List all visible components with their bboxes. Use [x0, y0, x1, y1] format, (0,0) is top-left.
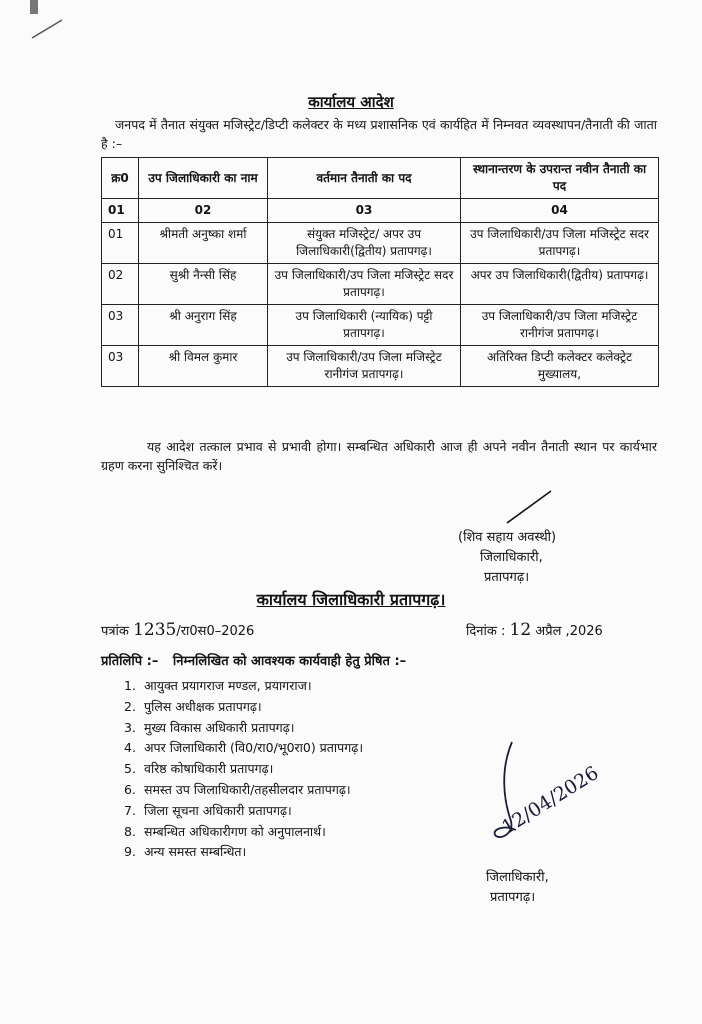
letter-suffix: /रा0स0–2026 [176, 624, 255, 639]
table-row [102, 223, 659, 264]
row-new-post: उप जिलाधिकारी/उप जिला मजिस्ट्रेट सदर प्रतापगढ़। [461, 223, 659, 264]
list-item-number: 3. [124, 719, 136, 735]
colnum: 03 [268, 199, 461, 223]
row-serial: 01 [102, 223, 139, 264]
table-row [102, 305, 659, 346]
header-new-post: स्थानान्तरण के उपरान्त नवीन तैनाती का पद [461, 158, 659, 199]
cc-intro: निम्नलिखित को आवश्यक कार्यवाही हेतु प्रेषित :– [172, 654, 407, 669]
list-item-text: पुलिस अधीक्षक प्रतापगढ़। [144, 698, 262, 714]
list-item [124, 822, 363, 843]
row-new-post: अपर उप जिलाधिकारी(द्वितीय) प्रतापगढ़। [461, 264, 659, 305]
list-item-number: 1. [124, 678, 136, 693]
endorsement-signature-block [486, 868, 549, 908]
list-item-text: समस्त उप जिलाधिकारी/तहसीलदार प्रतापगढ़। [144, 781, 351, 797]
row-name: सुश्री नैन्सी सिंह [139, 264, 268, 305]
row-serial: 03 [102, 305, 139, 346]
signature-stroke [505, 487, 555, 525]
table-row [102, 346, 659, 387]
letter-number-line [101, 620, 254, 640]
list-item [124, 801, 363, 822]
cc-line [101, 651, 406, 669]
cc-list [124, 676, 363, 863]
list-item-text: वरिष्ठ कोषाधिकारी प्रतापगढ़। [144, 761, 274, 777]
list-item [124, 842, 363, 863]
table-header-row [102, 158, 659, 199]
order-closing: यह आदेश तत्काल प्रभाव से प्रभावी होगा। सम्बन्धित अधिकारी आज ही अपने नवीन तैनाती स्थान पर कार्यभार ग्रहण करना सुनिश्चित करें। [101, 439, 657, 473]
row-new-post: उप जिलाधिकारी/उप जिला मजिस्ट्रेट रानीगंज प्रतापगढ़। [461, 305, 659, 346]
list-item-number: 8. [124, 823, 136, 839]
list-item [124, 780, 363, 801]
order-intro: जनपद में तैनात संयुक्त मजिस्ट्रेट/डिप्टी कलेक्टर के मध्य प्रशासनिक एवं कार्यहित में निम्नवत व्यवस्थापन/तैनाती की जाता है :– [101, 117, 657, 151]
date-day: 12 [509, 620, 532, 640]
list-item [124, 718, 363, 739]
endorsement-designation: जिलाधिकारी, [486, 870, 549, 885]
date-label: दिनांक : [466, 624, 506, 639]
colnum: 02 [139, 199, 268, 223]
list-item [124, 759, 363, 780]
table-number-row [102, 199, 659, 223]
row-current-post: संयुक्त मजिस्ट्रेट/ अपर उप जिलाधिकारी(द्वितीय) प्रतापगढ़। [268, 223, 461, 264]
header-current-post: वर्तमान तैनाती का पद [268, 158, 461, 199]
row-current-post: उप जिलाधिकारी/उप जिला मजिस्ट्रेट रानीगंज प्रतापगढ़। [268, 346, 461, 387]
list-item-text: सम्बन्धित अधिकारीगण को अनुपालनार्थ। [144, 823, 326, 839]
list-item-number: 9. [124, 844, 136, 860]
colnum: 04 [461, 199, 659, 223]
list-item-number: 2. [124, 698, 136, 714]
list-item-text: आयुक्त प्रयागराज मण्डल, प्रयागराज। [144, 678, 312, 693]
posting-table [101, 157, 659, 387]
signatory-name: (शिव सहाय अवस्थी) [458, 530, 557, 545]
row-current-post: उप जिलाधिकारी/उप जिला मजिस्ट्रेट सदर प्रतापगढ़। [268, 264, 461, 305]
row-current-post: उप जिलाधिकारी (न्यायिक) पट्टी प्रतापगढ़। [268, 305, 461, 346]
row-name: श्रीमती अनुष्का शर्मा [139, 223, 268, 264]
row-serial: 02 [102, 264, 139, 305]
handwritten-date: 12/04/2026 [498, 761, 603, 839]
list-item-number: 5. [124, 761, 136, 777]
row-name: श्री विमल कुमार [139, 346, 268, 387]
list-item-text: अन्य समस्त सम्बन्धित। [144, 844, 247, 860]
letter-label: पत्रांक [101, 624, 129, 639]
list-item-number: 6. [124, 781, 136, 797]
list-item-number: 7. [124, 802, 136, 818]
list-item-text: जिला सूचना अधिकारी प्रतापगढ़। [144, 802, 292, 818]
list-item [124, 676, 363, 697]
cc-label: प्रतिलिपि :– [101, 654, 159, 669]
endorsement-office: कार्यालय जिलाधिकारी प्रतापगढ़। [256, 590, 446, 609]
list-item [124, 697, 363, 718]
endorsement-place: प्रतापगढ़। [490, 890, 536, 905]
list-item-text: अपर जिलाधिकारी (वि0/रा0/भू0रा0) प्रतापगढ़। [144, 740, 364, 756]
order-title: कार्यालय आदेश [308, 93, 394, 111]
letter-number: 1235 [133, 620, 177, 640]
list-item-number: 4. [124, 740, 136, 756]
date-rest: अप्रैल ,2026 [535, 624, 603, 639]
row-name: श्री अनुराग सिंह [139, 305, 268, 346]
table-row [102, 264, 659, 305]
order-signature-block [458, 528, 556, 588]
list-item-text: मुख्य विकास अधिकारी प्रतापगढ़। [144, 719, 295, 735]
colnum: 01 [102, 199, 139, 223]
date-line [466, 620, 603, 640]
list-item [124, 738, 363, 759]
header-serial: क्र0 [102, 158, 139, 199]
header-name: उप जिलाधिकारी का नाम [139, 158, 268, 199]
corner-staple-mark [28, 0, 64, 40]
row-new-post: अतिरिक्त डिप्टी कलेक्टर कलेक्ट्रेट मुख्यालय, [461, 346, 659, 387]
row-serial: 03 [102, 346, 139, 387]
signatory-place: प्रतापगढ़। [484, 570, 530, 585]
signatory-designation: जिलाधिकारी, [480, 550, 543, 565]
